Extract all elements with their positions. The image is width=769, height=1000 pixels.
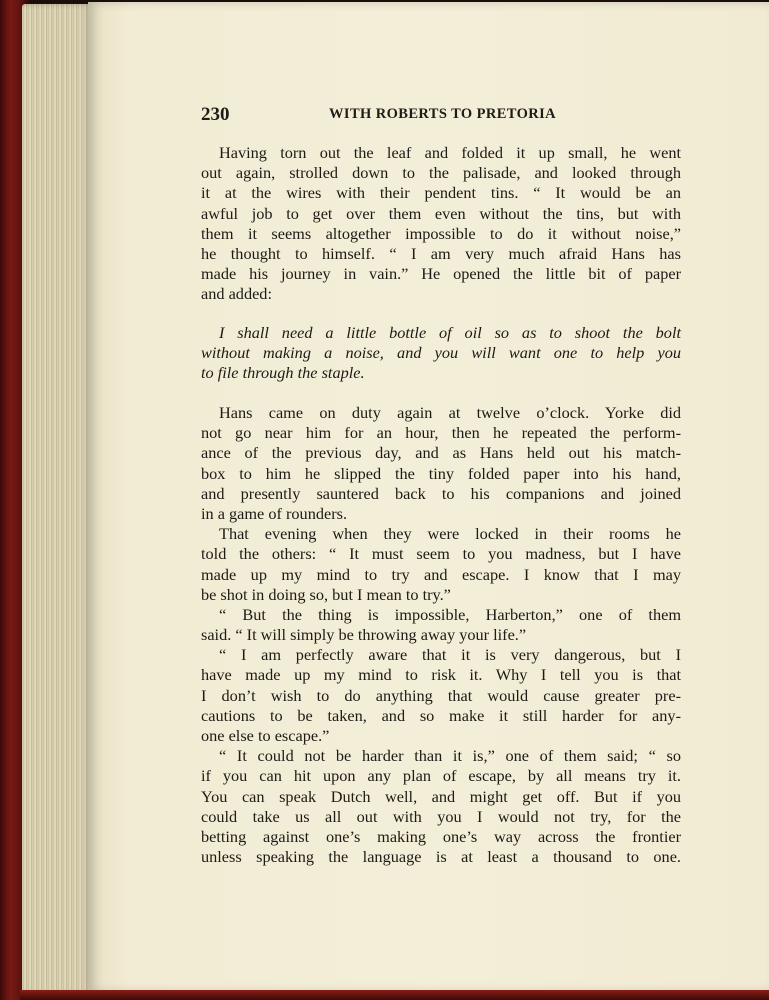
text-line: Hans came on duty again at twelve o’clock. Yorke did — [219, 403, 681, 422]
text-line: box to him he slipped the tiny folded paper into his hand, — [201, 463, 681, 483]
text-line: ance of the previous day, and as Hans held out his match- — [201, 443, 681, 463]
italic-note — [201, 323, 681, 384]
text-line: awful job to get over them even without the tins, but with — [201, 203, 681, 223]
text-line: them it seems altogether impossible to do it without noise,” — [201, 223, 681, 243]
text-line: one else to escape.” — [201, 726, 330, 745]
text-line: I don’t wish to do anything that would cause greater pre- — [201, 685, 681, 705]
text-line: in a game of rounders. — [201, 503, 348, 523]
page-number: 230 — [201, 104, 230, 125]
text-line: and presently sauntered back to his companions and joined — [201, 483, 681, 503]
note-line: to file through the staple. — [201, 363, 365, 383]
text-line: “ I am perfectly aware that it is very dangerous, but I — [219, 645, 681, 665]
text-line: not go near him for an hour, then he repeated the perform- — [201, 423, 681, 443]
text-line: Having torn out the leaf and folded it up small, he went — [219, 143, 681, 162]
text-line: unless speaking the language is at least a thousand to one. — [201, 847, 681, 867]
running-head: WITH ROBERTS TO PRETORIA — [329, 106, 557, 122]
body-text — [201, 403, 681, 867]
text-line: could take us all out with you I would not try, for the — [201, 806, 681, 826]
text-line: “ It could not be harder than it is,” one of them said; “ so — [219, 746, 681, 766]
text-line: and added: — [201, 284, 272, 304]
text-line: it at the wires with their pendent tins. “ It would be an — [201, 183, 681, 203]
text-line: made his journey in vain.” He opened the little bit of paper — [201, 264, 681, 284]
page-header — [201, 104, 681, 128]
note-line: I shall need a little bottle of oil so as to shoot the bolt — [219, 323, 681, 342]
text-line: have made up my mind to risk it. Why I tell you is that — [201, 665, 681, 685]
text-line: betting against one’s making one’s way across the frontier — [201, 826, 681, 846]
note-line: without making a noise, and you will want one to help you — [201, 343, 681, 363]
text-line: told the others: “ It must seem to you madness, but I have — [201, 544, 681, 564]
text-line: said. “ It will simply be throwing away your life.” — [201, 625, 527, 645]
text-line: “ But the thing is impossible, Harberton,” one of them — [219, 604, 681, 624]
text-line: cautions to be taken, and so make it still harder for any- — [201, 705, 681, 725]
text-line: he thought to himself. “ I am very much afraid Hans has — [201, 243, 681, 263]
paragraph-1 — [201, 143, 681, 305]
text-line: made up my mind to try and escape. I know that I may — [201, 564, 681, 584]
text-line: if you can hit upon any plan of escape, by all means try it. — [201, 766, 681, 786]
text-line: out again, strolled down to the palisade, and looked through — [201, 163, 681, 183]
book-cover-edge — [20, 990, 769, 1000]
text-line: be shot in doing so, but I mean to try.” — [201, 584, 451, 604]
page-edges — [22, 4, 92, 994]
text-line: You can speak Dutch well, and might get off. But if you — [201, 786, 681, 806]
text-line: That evening when they were locked in their rooms he — [219, 524, 681, 544]
